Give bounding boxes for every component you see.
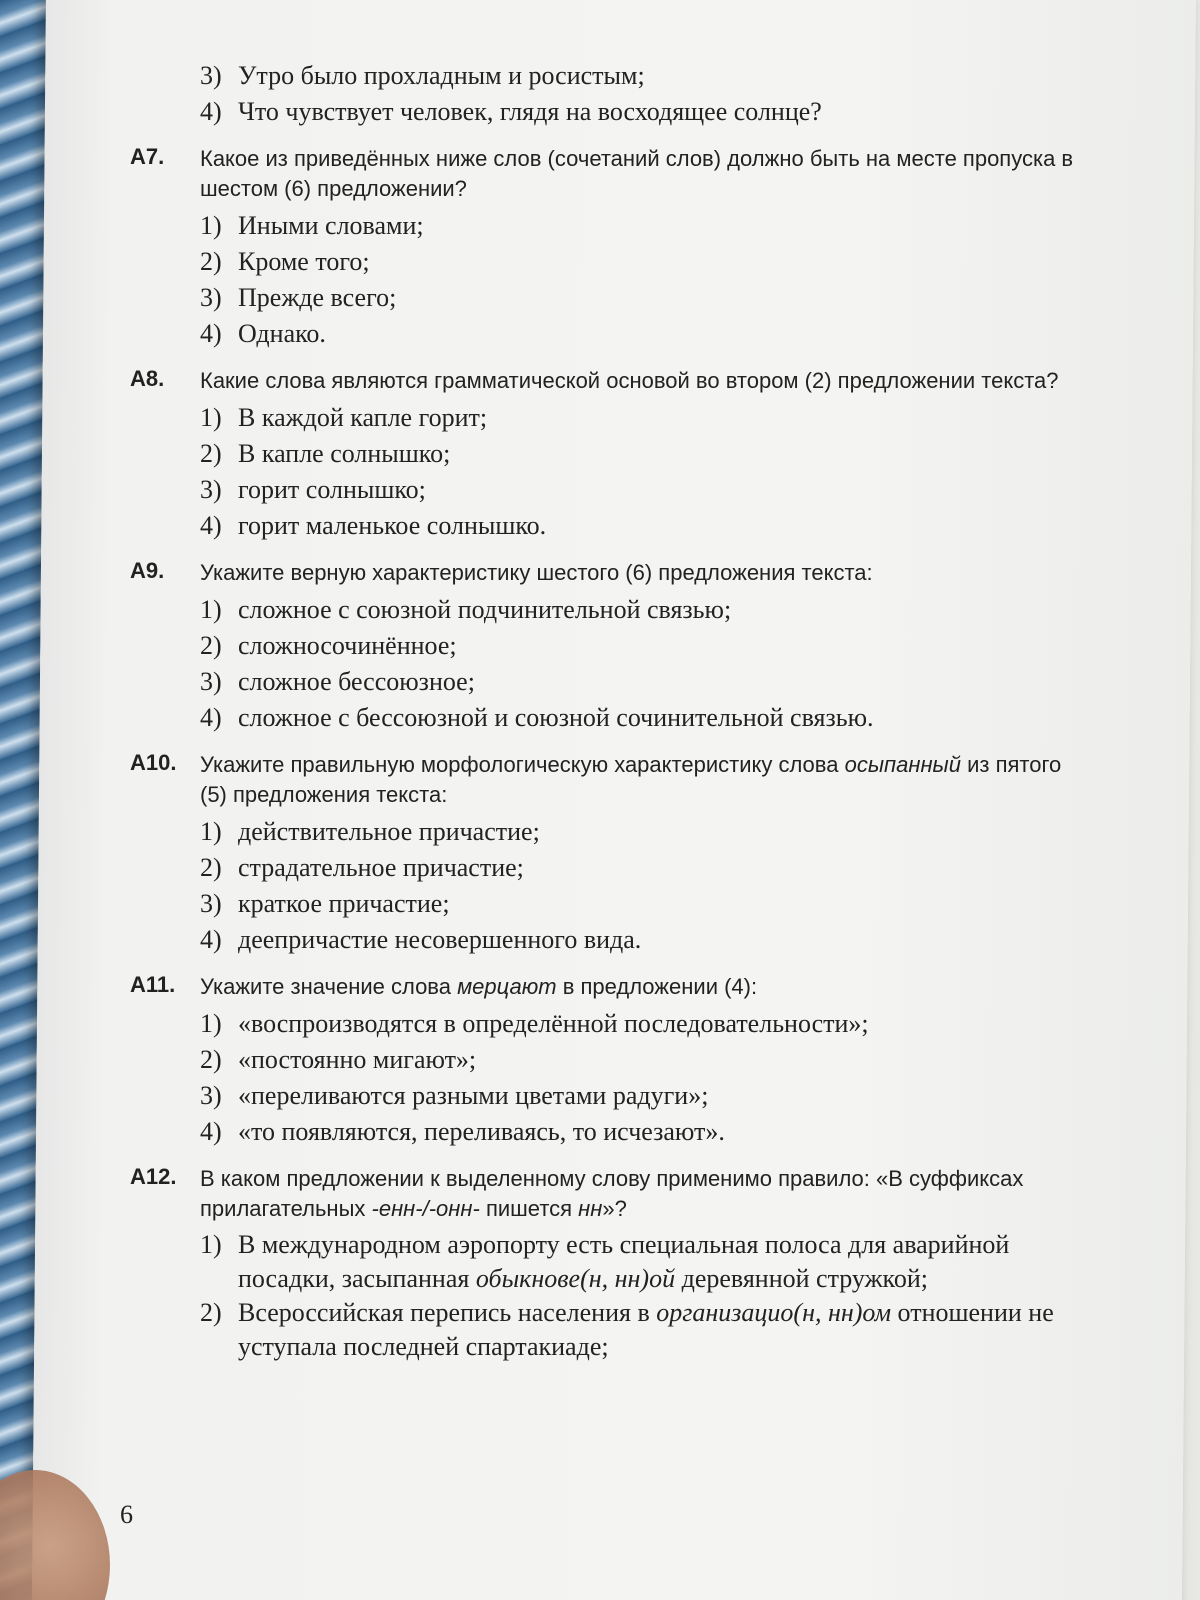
option-number: 1) bbox=[200, 1230, 222, 1259]
option bbox=[200, 400, 1090, 436]
question-text-part: В каком предложении к выделенному слову применимо правило: «В суффиксах прилагательных bbox=[200, 1166, 1024, 1221]
option-number: 1) bbox=[200, 817, 222, 846]
question-text: Укажите верную характеристику шестого (6) предложения текста: bbox=[200, 560, 873, 585]
options-list bbox=[200, 592, 1090, 736]
option-text-part: Всероссийская перепись населения в bbox=[238, 1298, 657, 1327]
option-text-part: деревянной стружкой; bbox=[675, 1264, 928, 1293]
option-number: 2) bbox=[200, 853, 222, 882]
option-number: 1) bbox=[200, 1009, 222, 1038]
options-list bbox=[200, 1006, 1090, 1150]
option-text: Утро было прохладным и росистым; bbox=[238, 61, 645, 90]
question-text-part: пишется bbox=[479, 1196, 579, 1221]
question-a9 bbox=[130, 558, 1090, 736]
option-number: 4) bbox=[200, 511, 222, 540]
option-number: 1) bbox=[200, 595, 222, 624]
option-text: горит маленькое солнышко. bbox=[238, 511, 547, 540]
option-text bbox=[238, 1228, 1090, 1296]
highlighted-word: осыпанный bbox=[844, 752, 961, 777]
option-text: Кроме того; bbox=[238, 247, 370, 276]
option-text: Что чувствует человек, глядя на восходящее солнце? bbox=[238, 97, 822, 126]
option-number: 3) bbox=[200, 475, 222, 504]
option bbox=[200, 436, 1090, 472]
option-number: 1) bbox=[200, 403, 222, 432]
question-a12 bbox=[130, 1164, 1090, 1364]
question-number: A7. bbox=[130, 144, 165, 169]
option bbox=[200, 316, 1090, 352]
option-number: 4) bbox=[200, 703, 222, 732]
option-number: 3) bbox=[200, 1081, 222, 1110]
option bbox=[200, 508, 1090, 544]
question-number: A11. bbox=[130, 972, 176, 997]
option-text: «воспроизводятся в определённой последовательности»; bbox=[238, 1009, 869, 1038]
option bbox=[200, 94, 1090, 130]
options-list bbox=[200, 1228, 1090, 1364]
option-number: 2) bbox=[200, 439, 222, 468]
options-list bbox=[200, 208, 1090, 352]
question-number: A12. bbox=[130, 1164, 177, 1189]
question-number: A10. bbox=[130, 750, 177, 775]
highlighted-suffix: -енн-/-онн- bbox=[371, 1196, 480, 1221]
option-text: Иными словами; bbox=[238, 211, 424, 240]
highlighted-word: организацио(н, нн)ом bbox=[656, 1298, 892, 1327]
option-text: сложное с бессоюзной и союзной сочинительной связью. bbox=[238, 703, 874, 732]
question-text: Какие слова являются грамматической основой во втором (2) предложении текста? bbox=[200, 368, 1059, 393]
option-number: 4) bbox=[200, 1117, 222, 1146]
option-number: 3) bbox=[200, 283, 222, 312]
option bbox=[200, 1042, 1090, 1078]
option bbox=[200, 664, 1090, 700]
question-text-part: »? bbox=[602, 1196, 627, 1221]
highlighted-letters: нн bbox=[578, 1196, 603, 1221]
option-text: краткое причастие; bbox=[238, 889, 450, 918]
option-text: В каждой капле горит; bbox=[238, 403, 488, 432]
page-content bbox=[130, 58, 1090, 1364]
option-number: 2) bbox=[200, 1045, 222, 1074]
option-text: сложное бессоюзное; bbox=[238, 667, 475, 696]
option-text: горит солнышко; bbox=[238, 475, 426, 504]
question-text bbox=[200, 750, 1090, 810]
question-a7 bbox=[130, 144, 1090, 352]
option bbox=[200, 922, 1090, 958]
option-text bbox=[238, 1296, 1090, 1364]
option bbox=[200, 472, 1090, 508]
question-text bbox=[200, 1164, 1090, 1224]
option-text: «постоянно мигают»; bbox=[238, 1045, 477, 1074]
question-text-part: Укажите правильную морфологическую характеристику слова bbox=[200, 752, 845, 777]
options-list bbox=[200, 814, 1090, 958]
option bbox=[200, 208, 1090, 244]
option-number: 2) bbox=[200, 247, 222, 276]
option bbox=[200, 58, 1090, 94]
question-number: A8. bbox=[130, 366, 165, 391]
question-text-part: из пятого (5) предложения текста: bbox=[200, 752, 1062, 807]
option-number: 4) bbox=[200, 319, 222, 348]
option bbox=[200, 700, 1090, 736]
option-text: страдательное причастие; bbox=[238, 853, 524, 882]
option bbox=[200, 850, 1090, 886]
highlighted-word: мерцают bbox=[457, 974, 557, 999]
option-number: 3) bbox=[200, 889, 222, 918]
options-list bbox=[200, 400, 1090, 544]
question-number: A9. bbox=[130, 558, 165, 583]
option bbox=[200, 592, 1090, 628]
option-text: В капле солнышко; bbox=[238, 439, 451, 468]
continued-options bbox=[200, 58, 1090, 130]
option-text: Прежде всего; bbox=[238, 283, 397, 312]
option-number: 4) bbox=[200, 97, 222, 126]
option-text: «то появляются, переливаясь, то исчезают». bbox=[238, 1117, 725, 1146]
option bbox=[200, 1228, 1090, 1296]
option-number: 3) bbox=[200, 61, 222, 90]
question-a10 bbox=[130, 750, 1090, 958]
option bbox=[200, 1296, 1090, 1364]
option-text: «переливаются разными цветами радуги»; bbox=[238, 1081, 709, 1110]
option bbox=[200, 1078, 1090, 1114]
option bbox=[200, 814, 1090, 850]
question-text-part: в предложении (4): bbox=[556, 974, 758, 999]
question-a8 bbox=[130, 366, 1090, 544]
option-text-part: В международном аэропорту есть специальная полоса для аварийной посадки, засыпанная bbox=[238, 1230, 1010, 1293]
option-number: 4) bbox=[200, 925, 222, 954]
highlighted-word: обыкнове(н, нн)ой bbox=[475, 1264, 676, 1293]
option-number: 2) bbox=[200, 631, 222, 660]
option-text: Однако. bbox=[238, 319, 326, 348]
option-text: деепричастие несовершенного вида. bbox=[238, 925, 642, 954]
question-a11 bbox=[130, 972, 1090, 1150]
question-text bbox=[200, 972, 1090, 1002]
option bbox=[200, 1114, 1090, 1150]
question-text-part: Укажите значение слова bbox=[200, 974, 458, 999]
option bbox=[200, 244, 1090, 280]
option bbox=[200, 886, 1090, 922]
option-text: действительное причастие; bbox=[238, 817, 540, 846]
option-number: 2) bbox=[200, 1298, 222, 1327]
option bbox=[200, 1006, 1090, 1042]
page-number: 6 bbox=[120, 1500, 133, 1529]
option-number: 3) bbox=[200, 667, 222, 696]
option bbox=[200, 280, 1090, 316]
option bbox=[200, 628, 1090, 664]
option-text: сложное с союзной подчинительной связью; bbox=[238, 595, 732, 624]
option-text-part: отношении не уступала последней спартакиаде; bbox=[238, 1298, 1054, 1361]
option-text: сложносочинённое; bbox=[238, 631, 457, 660]
option-number: 1) bbox=[200, 211, 222, 240]
question-text: Какое из приведённых ниже слов (сочетаний слов) должно быть на месте пропуска в шестом (6) предложении? bbox=[200, 146, 1074, 201]
